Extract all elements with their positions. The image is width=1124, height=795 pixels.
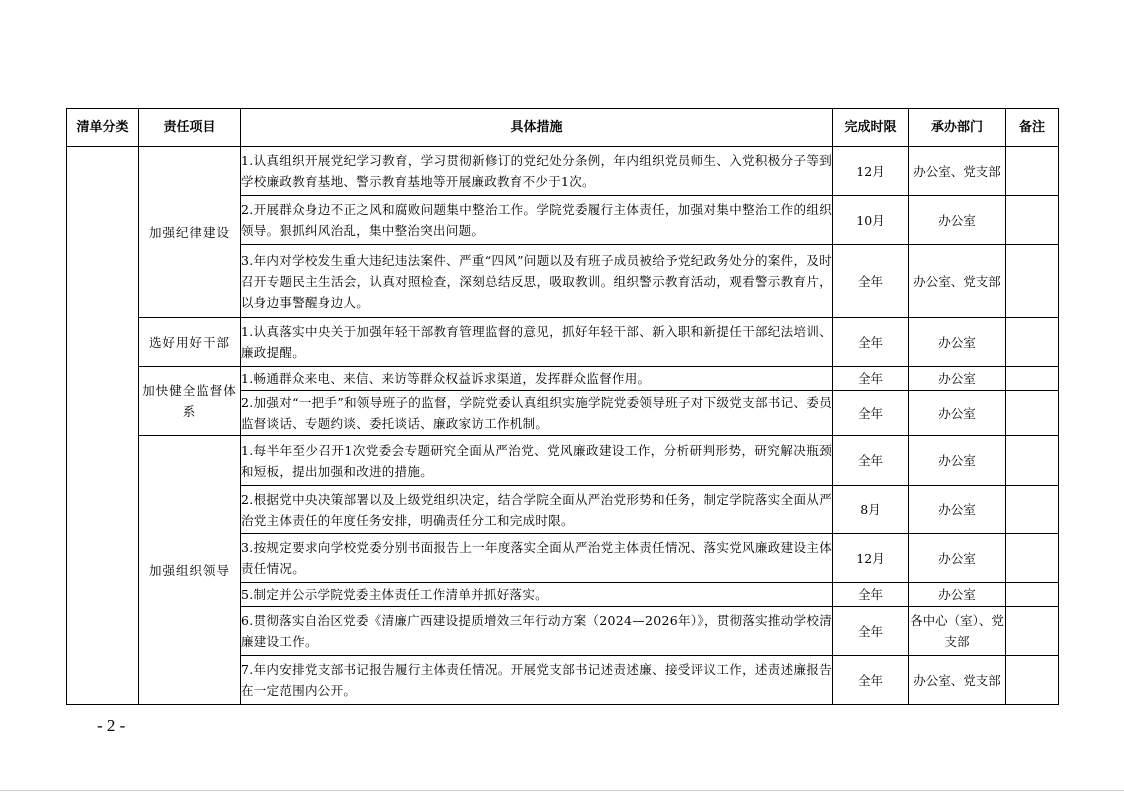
table-header-row <box>67 109 1059 147</box>
dept-cell: 办公室 <box>909 318 1006 367</box>
table-row <box>67 436 1059 486</box>
page-number: - 2 - <box>97 716 126 735</box>
deadline-cell: 全年 <box>833 656 909 705</box>
dept-cell: 办公室 <box>909 436 1006 486</box>
note-cell <box>1006 534 1059 583</box>
dept-cell: 办公室 <box>909 196 1006 245</box>
measure-cell: 2.开展群众身边不正之风和腐败问题集中整治工作。学院党委履行主体责任，加强对集中整治工作的组织领导。狠抓纠风治乱，集中整治突出问题。 <box>241 196 833 245</box>
deadline-cell: 全年 <box>833 436 909 486</box>
note-cell <box>1006 196 1059 245</box>
dept-cell: 办公室 <box>909 486 1006 534</box>
table-row <box>67 367 1059 391</box>
table-row <box>67 147 1059 196</box>
note-cell <box>1006 583 1059 607</box>
note-cell <box>1006 147 1059 196</box>
category-cell <box>67 147 139 705</box>
item-supervision: 加快健全监督体系 <box>139 367 241 436</box>
item-leadership: 加强组织领导 <box>139 436 241 705</box>
measure-cell: 1.认真组织开展党纪学习教育，学习贯彻新修订的党纪处分条例，年内组织党员师生、入党积极分子等到学校廉政教育基地、警示教育基地等开展廉政教育不少于1次。 <box>241 147 833 196</box>
table-row <box>67 318 1059 367</box>
deadline-cell: 全年 <box>833 607 909 656</box>
dept-cell: 办公室、党支部 <box>909 147 1006 196</box>
header-deadline: 完成时限 <box>833 109 909 147</box>
deadline-cell: 全年 <box>833 318 909 367</box>
item-cadres: 选好用好干部 <box>139 318 241 367</box>
measure-cell: 3.按规定要求向学校党委分别书面报告上一年度落实全面从严治党主体责任情况、落实党风廉政建设主体责任情况。 <box>241 534 833 583</box>
dept-cell: 办公室、党支部 <box>909 656 1006 705</box>
dept-cell: 办公室 <box>909 367 1006 391</box>
dept-cell: 办公室 <box>909 583 1006 607</box>
note-cell <box>1006 391 1059 436</box>
measure-cell: 1.每半年至少召开1次党委会专题研究全面从严治党、党风廉政建设工作，分析研判形势，研究解决瓶颈和短板，提出加强和改进的措施。 <box>241 436 833 486</box>
note-cell <box>1006 367 1059 391</box>
header-note: 备注 <box>1006 109 1059 147</box>
deadline-cell: 全年 <box>833 583 909 607</box>
deadline-cell: 全年 <box>833 391 909 436</box>
header-category: 清单分类 <box>67 109 139 147</box>
dept-cell: 办公室、党支部 <box>909 245 1006 318</box>
note-cell <box>1006 486 1059 534</box>
measure-cell: 3.年内对学校发生重大违纪违法案件、严重“四风”问题以及有班子成员被给予党纪政务处分的案件，及时召开专题民主生活会，认真对照检查，深刻总结反思，吸取教训。组织警示教育活动，观看警示教育片，以身边事警醒身边人。 <box>241 245 833 318</box>
note-cell <box>1006 607 1059 656</box>
measure-cell: 2.加强对“一把手”和领导班子的监督，学院党委认真组织实施学院党委领导班子对下级党支部书记、委员监督谈话、专题约谈、委托谈话、廉政家访工作机制。 <box>241 391 833 436</box>
measure-cell: 2.根据党中央决策部署以及上级党组织决定，结合学院全面从严治党形势和任务，制定学院落实全面从严治党主体责任的年度任务安排，明确责任分工和完成时限。 <box>241 486 833 534</box>
note-cell <box>1006 436 1059 486</box>
dept-cell: 办公室 <box>909 391 1006 436</box>
measure-cell: 5.制定并公示学院党委主体责任工作清单并抓好落实。 <box>241 583 833 607</box>
deadline-cell: 全年 <box>833 245 909 318</box>
measure-cell: 6.贯彻落实自治区党委《清廉广西建设提质增效三年行动方案（2024—2026年）》，贯彻落实推动学校清廉建设工作。 <box>241 607 833 656</box>
deadline-cell: 8月 <box>833 486 909 534</box>
page-edge-divider <box>0 790 1124 791</box>
deadline-cell: 全年 <box>833 367 909 391</box>
note-cell <box>1006 656 1059 705</box>
note-cell <box>1006 318 1059 367</box>
note-cell <box>1006 245 1059 318</box>
measure-cell: 1.认真落实中央关于加强年轻干部教育管理监督的意见，抓好年轻干部、新入职和新提任干部纪法培训、廉政提醒。 <box>241 318 833 367</box>
header-dept: 承办部门 <box>909 109 1006 147</box>
header-measure: 具体措施 <box>241 109 833 147</box>
measure-cell: 1.畅通群众来电、来信、来访等群众权益诉求渠道，发挥群众监督作用。 <box>241 367 833 391</box>
deadline-cell: 12月 <box>833 147 909 196</box>
item-discipline: 加强纪律建设 <box>139 147 241 318</box>
responsibility-table <box>66 108 1059 705</box>
measure-cell: 7.年内安排党支部书记报告履行主体责任情况。开展党支部书记述责述廉、接受评议工作，述责述廉报告在一定范围内公开。 <box>241 656 833 705</box>
deadline-cell: 10月 <box>833 196 909 245</box>
dept-cell: 各中心（室）、党支部 <box>909 607 1006 656</box>
deadline-cell: 12月 <box>833 534 909 583</box>
header-item: 责任项目 <box>139 109 241 147</box>
dept-cell: 办公室 <box>909 534 1006 583</box>
